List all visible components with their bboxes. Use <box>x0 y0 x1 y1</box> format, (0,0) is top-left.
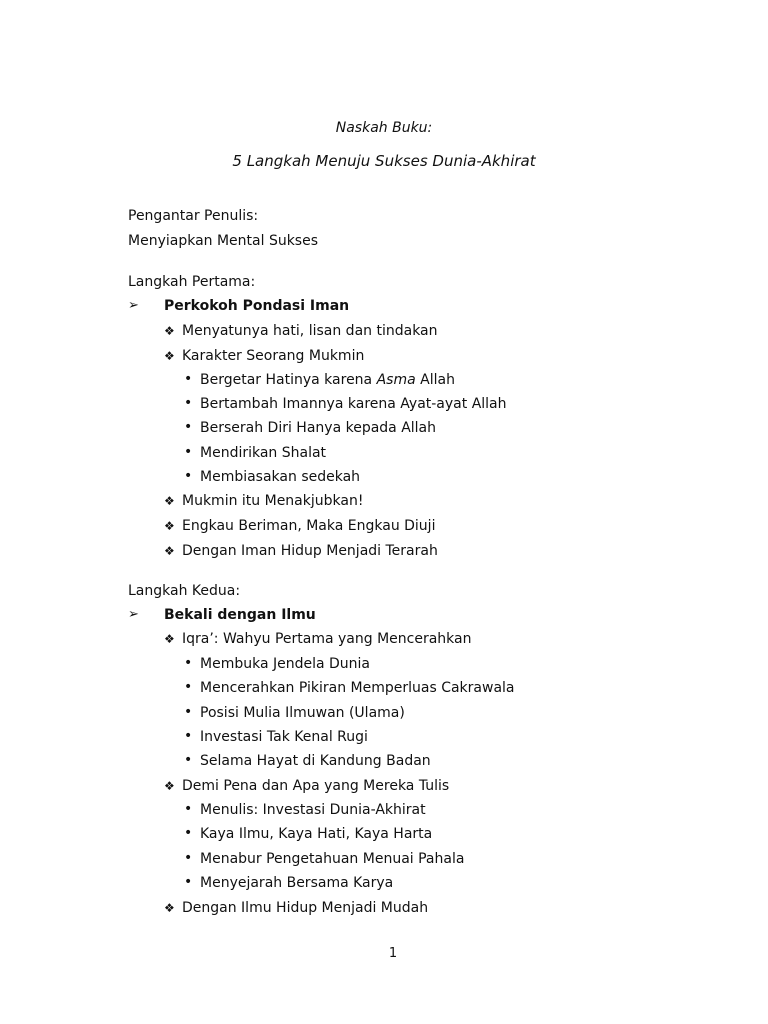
bullet-dot-icon: • <box>184 371 193 387</box>
iqra-bullet-text: Mencerahkan Pikiran Memperluas Cakrawala <box>200 680 515 696</box>
karakter-bullet-text: Mendirikan Shalat <box>200 445 327 461</box>
pena-bullet-text: Kaya Ilmu, Kaya Hati, Kaya Harta <box>200 826 433 842</box>
step1-item-text: Menyatunya hati, lisan dan tindakan <box>182 323 438 339</box>
step2-point-text: Bekali dengan Ilmu <box>164 607 316 623</box>
bullet-text-emphasis: Asma <box>376 372 416 388</box>
pena-bullet-text: Menyejarah Bersama Karya <box>200 875 394 891</box>
step1-heading: Langkah Pertama: <box>128 274 256 290</box>
bullet-dot-icon: • <box>184 704 193 720</box>
bullet-dot-icon: • <box>184 874 193 890</box>
step1-point-text: Perkokoh Pondasi Iman <box>164 298 350 314</box>
diamond-bullet-icon: ❖ <box>164 544 175 558</box>
iqra-bullet-text: Investasi Tak Kenal Rugi <box>200 729 368 745</box>
karakter-bullet-text: Berserah Diri Hanya kepada Allah <box>200 420 437 436</box>
pena-bullet-text: Menabur Pengetahuan Menuai Pahala <box>200 851 465 867</box>
bullet-dot-icon: • <box>184 419 193 435</box>
bullet-dot-icon: • <box>184 752 193 768</box>
bullet-dot-icon: • <box>184 801 193 817</box>
bullet-text-part: Bergetar Hatinya karena <box>200 372 377 388</box>
step2-item-text: Iqra’: Wahyu Pertama yang Mencerahkan <box>182 631 472 647</box>
step1-item-text: Karakter Seorang Mukmin <box>182 348 365 364</box>
book-title: 5 Langkah Menuju Sukses Dunia-Akhirat <box>232 152 536 170</box>
karakter-bullet-text: Bertambah Imannya karena Ayat-ayat Allah <box>200 396 507 412</box>
diamond-bullet-icon: ❖ <box>164 324 175 338</box>
diamond-bullet-icon: ❖ <box>164 779 175 793</box>
step2-heading: Langkah Kedua: <box>128 583 241 599</box>
bullet-dot-icon: • <box>184 679 193 695</box>
diamond-bullet-icon: ❖ <box>164 494 175 508</box>
bullet-dot-icon: • <box>184 850 193 866</box>
step2-item-text: Demi Pena dan Apa yang Mereka Tulis <box>182 778 450 794</box>
diamond-bullet-icon: ❖ <box>164 519 175 533</box>
iqra-bullet-text: Posisi Mulia Ilmuwan (Ulama) <box>200 705 405 721</box>
iqra-bullet-text: Membuka Jendela Dunia <box>200 656 371 672</box>
bullet-dot-icon: • <box>184 728 193 744</box>
bullet-dot-icon: • <box>184 655 193 671</box>
step2-item-text: Dengan Ilmu Hidup Menjadi Mudah <box>182 900 429 916</box>
bullet-dot-icon: • <box>184 395 193 411</box>
bullet-dot-icon: • <box>184 825 193 841</box>
arrow-icon: ➢ <box>128 607 139 622</box>
step1-item-text: Mukmin itu Menakjubkan! <box>182 493 364 509</box>
intro-heading: Pengantar Penulis: <box>128 208 259 224</box>
step1-item-text: Dengan Iman Hidup Menjadi Terarah <box>182 543 438 559</box>
manuscript-label: Naskah Buku: <box>335 120 433 136</box>
diamond-bullet-icon: ❖ <box>164 632 175 646</box>
diamond-bullet-icon: ❖ <box>164 349 175 363</box>
karakter-bullet-text: Membiasakan sedekah <box>200 469 361 485</box>
intro-subheading: Menyiapkan Mental Sukses <box>128 233 319 249</box>
diamond-bullet-icon: ❖ <box>164 901 175 915</box>
bullet-text-part: Allah <box>415 372 455 388</box>
page-number: 1 <box>388 946 398 961</box>
bullet-dot-icon: • <box>184 444 193 460</box>
karakter-bullet-text <box>200 372 455 388</box>
bullet-dot-icon: • <box>184 468 193 484</box>
iqra-bullet-text: Selama Hayat di Kandung Badan <box>200 753 431 769</box>
arrow-icon: ➢ <box>128 298 139 313</box>
pena-bullet-text: Menulis: Investasi Dunia-Akhirat <box>200 802 426 818</box>
step1-item-text: Engkau Beriman, Maka Engkau Diuji <box>182 518 436 534</box>
